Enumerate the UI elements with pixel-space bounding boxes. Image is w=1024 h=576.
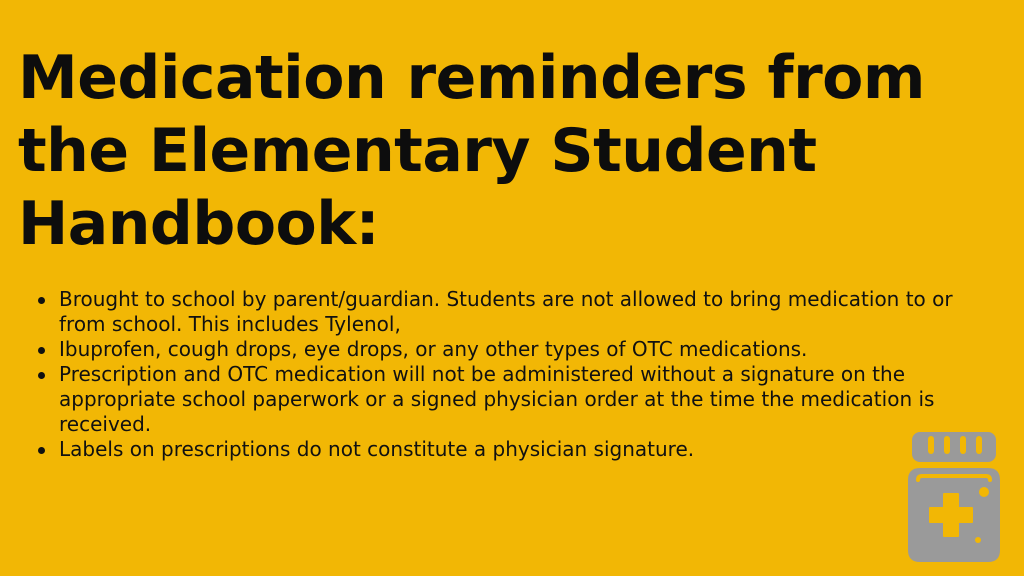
slide-title: Medication reminders from the Elementary Student Handbook: <box>18 43 925 259</box>
medicine-bottle-icon <box>904 428 1004 562</box>
bullet-item: Prescription and OTC medication will not be administered without a signature on the appropriate school paperwork or a signed physician order at the time the medication is received. <box>59 362 1004 437</box>
bullet-item: Ibuprofen, cough drops, eye drops, or any other types of OTC medications. <box>59 337 1004 362</box>
bullet-item: Brought to school by parent/guardian. Students are not allowed to bring medication to or from school. This includes Tylenol, <box>59 287 1004 337</box>
bullet-item: Labels on prescriptions do not constitute a physician signature. <box>59 437 1004 462</box>
bullet-list <box>59 287 1004 462</box>
